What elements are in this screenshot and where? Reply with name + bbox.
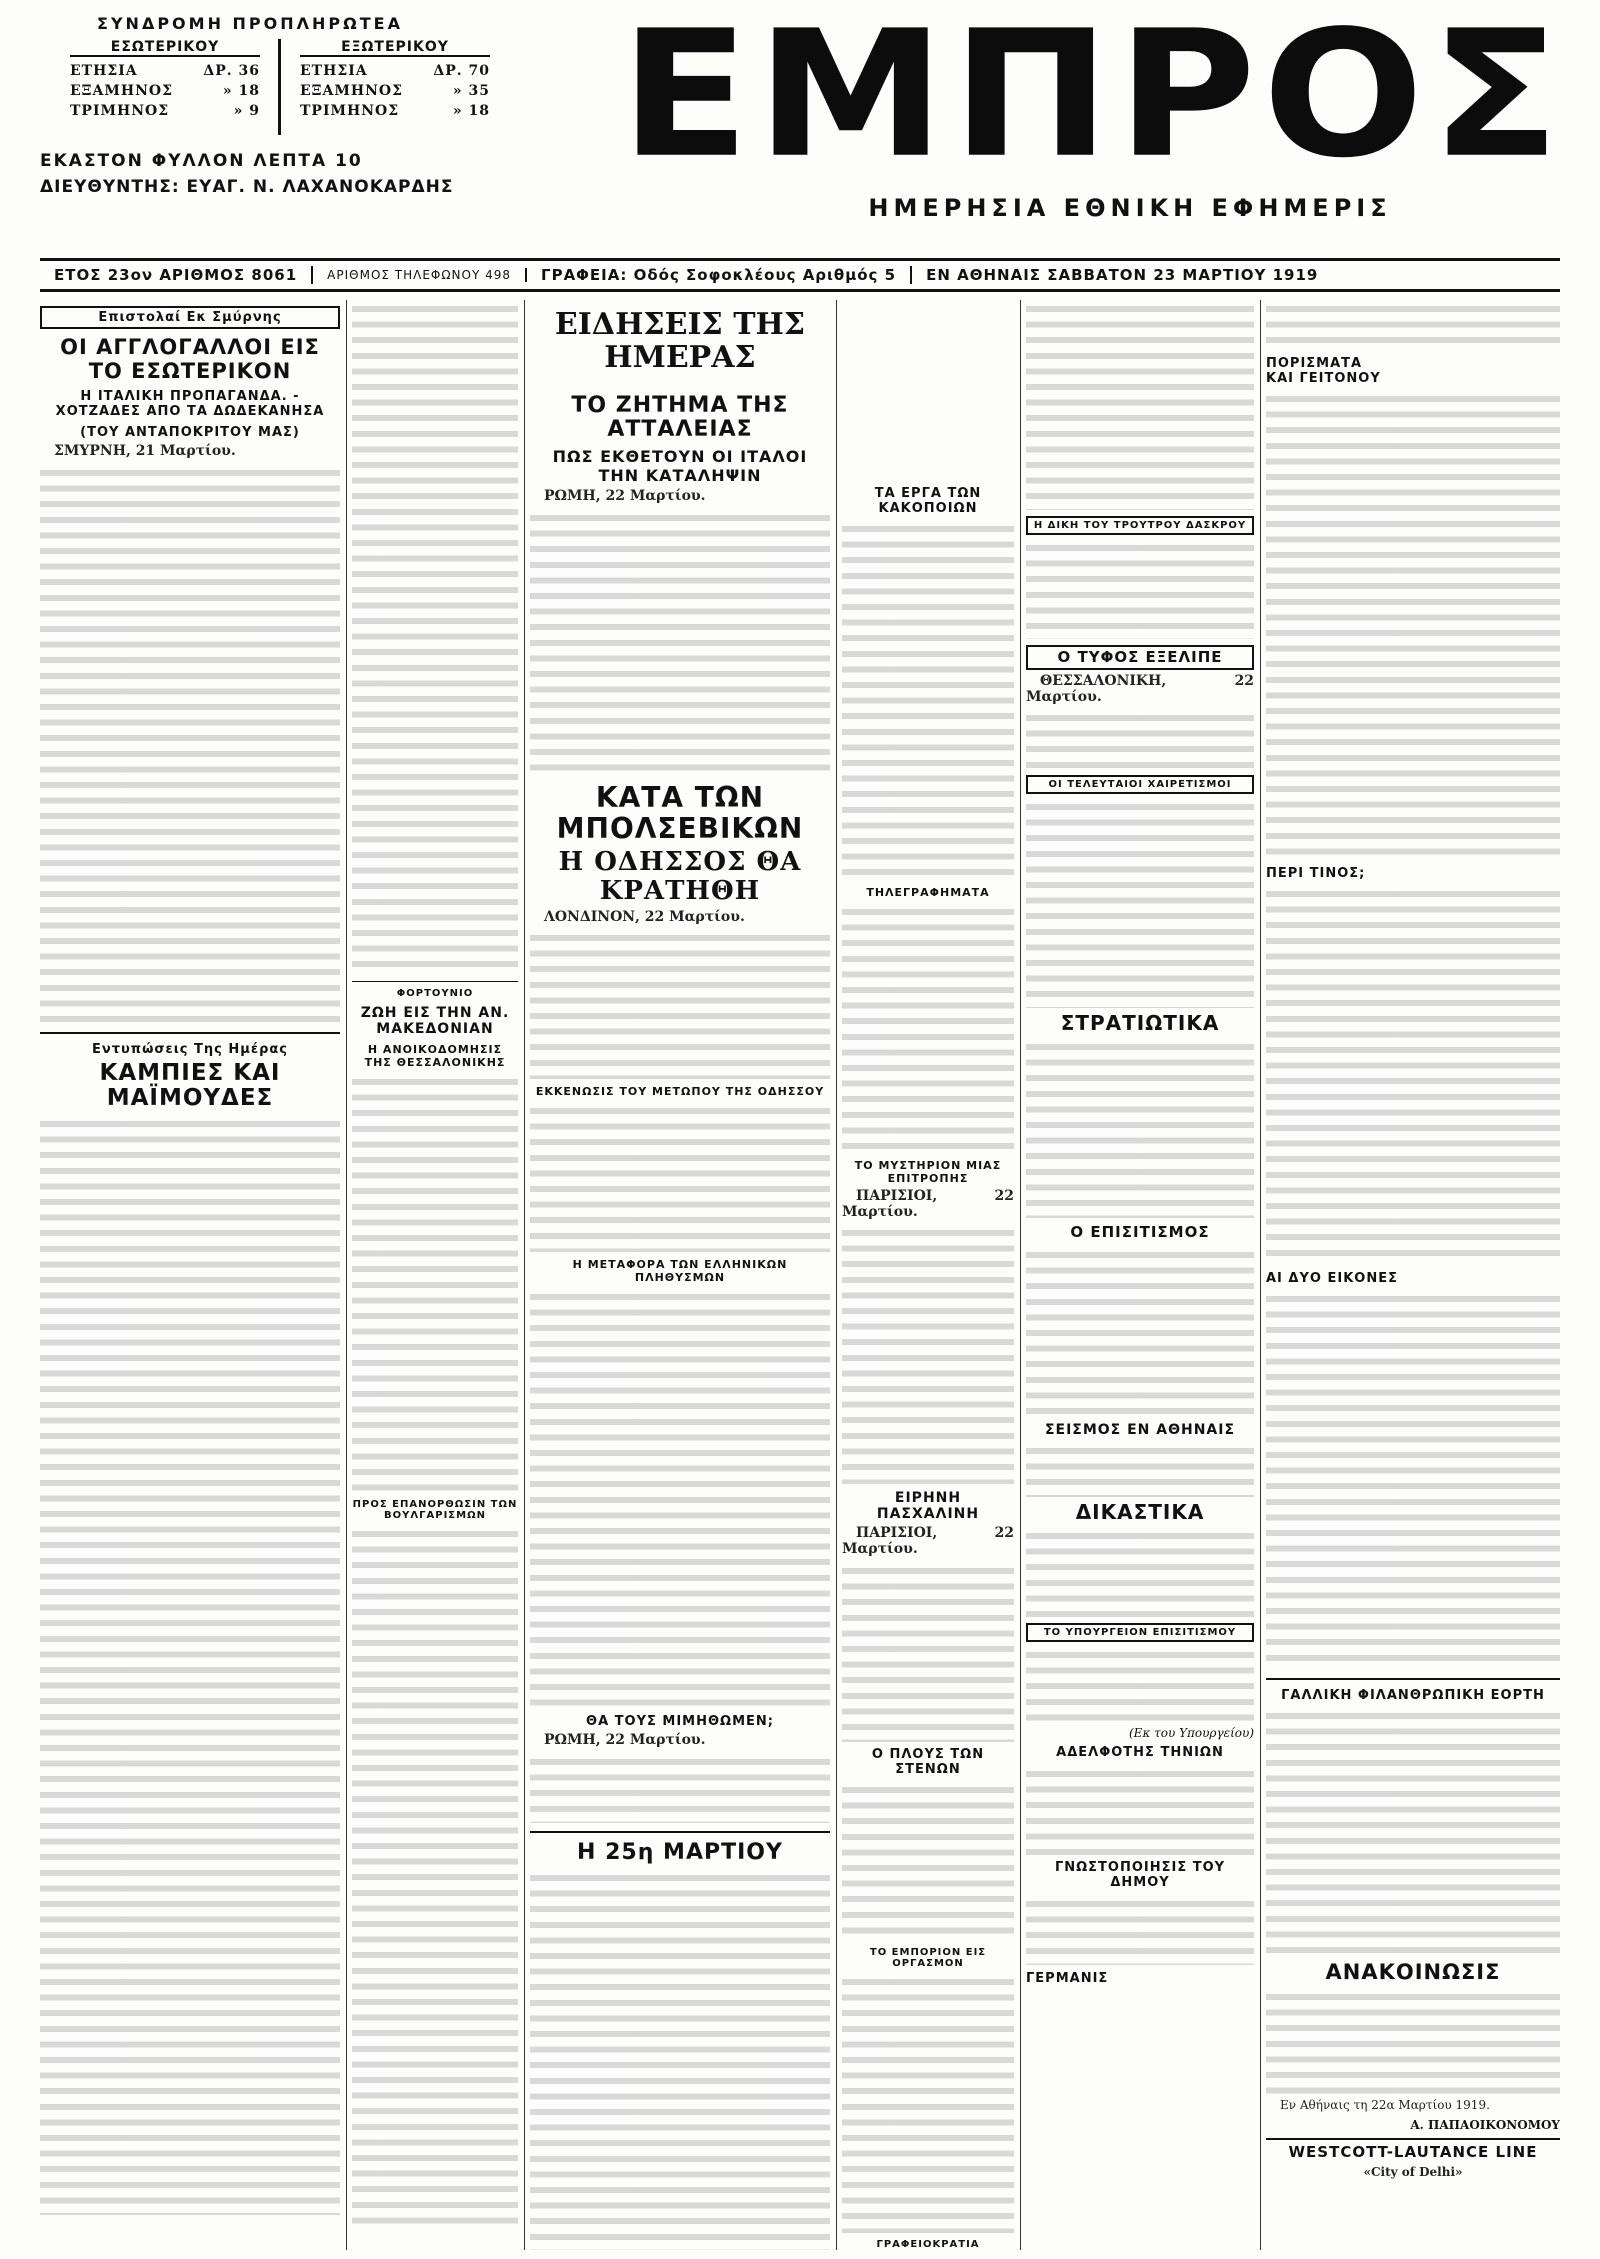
article-text-block: [530, 1288, 830, 1708]
subscription-tables: [40, 39, 520, 149]
article-section: ΑΝΑΚΟΙΝΩΣΙΣ: [1325, 1960, 1501, 1984]
article-text-block: [1026, 1895, 1254, 1965]
feuilleton-section: ΠΡΟΣ ΕΠΑΝΟΡΘΩΣΙΝ ΤΩΝ ΒΟΥΛΓΑΡΙΣΜΩΝ: [352, 1499, 518, 1522]
article-text-block: [1266, 1988, 1560, 2098]
rate-label: ΕΤΗΣΙΑ: [300, 63, 368, 79]
ship-name: «City of Delhi»: [1363, 2164, 1463, 2179]
logo-letter: Π: [951, 0, 1111, 197]
article-text: [1026, 674, 1254, 705]
column-rule: [1020, 300, 1021, 2250]
article-dateline: ΡΩΜΗ, 22 Μαρτίου.: [544, 488, 706, 505]
tagline: ΗΜΕΡΗΣΙΑ ΕΘΝΙΚΗ ΕΦΗΜΕΡΙΣ: [868, 194, 1392, 222]
rate-row: [300, 61, 490, 81]
article-dateline: ΠΑΡΙΣΙΟΙ, 22 Μαρτίου.: [842, 1525, 1014, 1557]
foreign-rates: [300, 39, 490, 121]
article-text: [40, 444, 340, 460]
article-section: ΓΡΑΦΕΙΟΚΡΑΤΙΑ: [876, 2239, 980, 2250]
article-text: [842, 1189, 1014, 1220]
article-section: ΘΑ ΤΟΥΣ ΜΙΜΗΘΩΜΕΝ;: [586, 1714, 774, 1730]
article-text-block: [1026, 798, 1254, 1008]
article-subhead: Η ΙΤΑΛΙΚΗ ΠΡΟΠΑΓΑΝΔΑ. - ΧΟΤΖΑΔΕΣ ΑΠΟ ΤΑ ΔΩΔΕΚΑΝΗΣΑ: [55, 389, 325, 420]
rate-price: ΔΡ. 36: [203, 63, 260, 79]
article-section: ΕΙΡΗΝΗ ΠΑΣΧΑΛΙΝΗ: [876, 1490, 980, 1523]
shipping-line: WESTCOTT-LAUTANCE LINE: [1266, 2138, 1560, 2161]
phone-number: ΑΡΙΘΜΟΣ ΤΗΛΕΦΩΝΟΥ 498: [313, 268, 527, 282]
issue-number: ΕΤΟΣ 23ον ΑΡΙΘΜΟΣ 8061: [40, 266, 313, 284]
article-text-block: [1266, 1290, 1560, 1670]
article-text-block: [842, 1781, 1014, 1941]
column-rule: [1260, 300, 1261, 2250]
logo-letter: Ρ: [1116, 0, 1257, 197]
column-4: [842, 300, 1014, 2250]
logo-letter: Ε: [620, 0, 750, 197]
domestic-header: ΕΣΩΤΕΡΙΚΟΥ: [70, 39, 260, 57]
rate-divider: [278, 39, 281, 135]
article-section: ΓΑΛΛΙΚΗ ΦΙΛΑΝΘΡΩΠΙΚΗ ΕΟΡΤΗ: [1281, 1688, 1545, 1703]
article-headline: ΤΟ ΖΗΤΗΜΑ ΤΗΣ ΑΤΤΑΛΕΙΑΣ: [571, 393, 789, 443]
article-text-block: [40, 464, 340, 1024]
article-dateline: ΡΩΜΗ, 22 Μαρτίου.: [544, 1732, 706, 1749]
article-section: ΣΕΙΣΜΟΣ ΕΝ ΑΘΗΝΑΙΣ: [1044, 1421, 1236, 1438]
feuilleton-title: ΖΩΗ ΕΙΣ ΤΗΝ ΑΝ. ΜΑΚΕΔΟΝΙΑΝ: [360, 1005, 510, 1038]
rate-price: » 9: [233, 103, 260, 119]
rate-row: [300, 101, 490, 121]
article-headline: ΚΑΤΑ ΤΩΝ ΜΠΟΛΣΕΒΙΚΩΝ: [556, 780, 804, 845]
article-text-block: [842, 1224, 1014, 1484]
article-text-block: [1026, 709, 1254, 769]
news-banner: ΕΙΔΗΣΕΙΣ ΤΗΣ ΗΜΕΡΑΣ: [554, 307, 806, 375]
article-text-block: [1026, 1246, 1254, 1416]
article-text-block: [530, 1102, 830, 1252]
article-kicker: Επιστολαί Εκ Σμύρνης: [40, 306, 340, 329]
article-text-block: [530, 1753, 830, 1823]
subscription-title: ΣΥΝΔΡΟΜΗ ΠΡΟΠΛΗΡΩΤΕΑ: [97, 14, 403, 33]
article-section: ΠΕΡΙ ΤΙΝΟΣ;: [1266, 866, 1366, 881]
article-text-block: [842, 520, 1014, 880]
masthead: [40, 0, 1560, 254]
article-text-block: [352, 1073, 518, 1493]
column-top-space: [842, 300, 1014, 480]
article-text: [530, 1733, 830, 1749]
announcement-date: Εν Αθήναις τη 22α Μαρτίου 1919.: [1280, 2098, 1490, 2113]
rate-row: [70, 81, 260, 101]
article-text: [530, 910, 830, 926]
newspaper-logo: [620, 0, 1560, 197]
rate-price: » 18: [222, 83, 260, 99]
article-text-block: [1026, 1646, 1254, 1726]
article-section: ΑΙ ΔΥΟ ΕΙΚΟΝΕΣ: [1266, 1271, 1398, 1286]
column-rule: [836, 300, 837, 2250]
article-dateline: ΠΑΡΙΣΙΟΙ, 22 Μαρτίου.: [842, 1188, 1014, 1220]
column-2: [352, 300, 518, 2250]
article-text-block: [1266, 390, 1560, 860]
issue-date: ΕΝ ΑΘΗΝΑΙΣ ΣΑΒΒΑΤΟΝ 23 ΜΑΡΤΙΟΥ 1919: [926, 266, 1319, 284]
article-text-block: [1026, 539, 1254, 639]
article-text-block: [1026, 1442, 1254, 1497]
column-5: [1026, 300, 1254, 2250]
domestic-rates: [70, 39, 260, 121]
article-text-block: [40, 1115, 340, 2215]
logo-letter: Μ: [756, 0, 946, 197]
office-address: ΓΡΑΦΕΙΑ: Οδός Σοφοκλέους Αριθμός 5: [527, 266, 912, 284]
rate-row: [70, 61, 260, 81]
article-text-block: [1266, 1707, 1560, 1957]
rate-price: » 18: [452, 103, 490, 119]
article-section: ΕΚΚΕΝΩΣΙΣ ΤΟΥ ΜΕΤΩΠΟΥ ΤΗΣ ΟΔΗΣΣΟΥ: [535, 1085, 825, 1099]
column-rule: [346, 300, 347, 2250]
rate-label: ΤΡΙΜΗΝΟΣ: [300, 103, 400, 119]
rate-label: ΤΡΙΜΗΝΟΣ: [70, 103, 170, 119]
logo-letter: Ο: [1262, 0, 1424, 197]
article-text-block: [530, 929, 830, 1079]
article-section: Ο ΠΛΟΥΣ ΤΩΝ ΣΤΕΝΩΝ: [871, 1746, 985, 1777]
article-text-block: [842, 1973, 1014, 2233]
rate-label: ΕΞΑΜΗΝΟΣ: [300, 83, 403, 99]
article-text-block: [352, 1525, 518, 2225]
article-headline: Η 25η ΜΑΡΤΙΟΥ: [577, 1839, 783, 1865]
ship-name-text: City of Delhi: [1370, 2164, 1456, 2179]
article-text-block: [842, 1562, 1014, 1742]
article-section: ΤΑ ΕΡΓΑ ΤΩΝ ΚΑΚΟΠΟΙΩΝ: [874, 486, 982, 516]
article-subhead: Η ΟΔΗΣΣΟΣ ΘΑ ΚΡΑΤΗΘΗ: [558, 847, 802, 906]
article-section: ΓΝΩΣΤΟΠΟΙΗΣΙΣ ΤΟΥ ΔΗΜΟΥ: [1054, 1859, 1226, 1890]
article-section: Ο ΤΥΦΟΣ ΕΞΕΛΙΠΕ: [1026, 645, 1254, 670]
column-rule: [524, 300, 525, 2250]
article-text: [530, 489, 830, 505]
section-label: Εντυπώσεις Της Ημέρας: [91, 1041, 289, 1057]
per-issue-price: ΕΚΑΣΤΟΝ ΦΥΛΛΟΝ ΛΕΠΤΑ 10: [40, 151, 363, 171]
article-section: ΤΟ ΕΜΠΟΡΙΟΝ ΕΙΣ ΟΡΓΑΣΜΟΝ: [869, 1947, 987, 1970]
section-title: ΚΑΜΠΙΕΣ ΚΑΙ ΜΑΪΜΟΥΔΕΣ: [99, 1059, 281, 1112]
article-dateline: ΛΟΝΔΙΝΟΝ, 22 Μαρτίου.: [544, 908, 745, 925]
article-text-block: [1026, 1527, 1254, 1617]
article-signature: (Εκ του Υπουργείου): [1129, 1725, 1254, 1740]
feuilleton-label: ΦΟΡΤΟΥΝΙΟ: [396, 988, 474, 999]
article-headline: ΟΙ ΑΓΓΛΟΓΑΛΛΟΙ ΕΙΣ ΤΟ ΕΣΩΤΕΡΙΚΟΝ: [60, 335, 320, 384]
column-6: [1266, 300, 1560, 2250]
article-text-block: [1026, 300, 1254, 510]
article-section: ΑΔΕΛΦΟΤΗΣ ΤΗΝΙΩΝ: [1056, 1744, 1224, 1760]
article-text-block: [352, 300, 518, 975]
article-text-block: [530, 1869, 830, 2250]
article-text-block: [1026, 1038, 1254, 1218]
article-text-block: [530, 509, 830, 779]
article-section: ΠΟΡΙΣΜΑΤΑ ΚΑΙ ΓΕΙΤΟΝΟΥ: [1266, 356, 1381, 386]
article-subhead: ΠΩΣ ΕΚΘΕΤΟΥΝ ΟΙ ΙΤΑΛΟΙ ΤΗΝ ΚΑΤΑΛΗΨΙΝ: [552, 447, 808, 485]
rate-price: » 35: [452, 83, 490, 99]
info-bar: [40, 258, 1560, 292]
logo-letter: Σ: [1430, 0, 1560, 197]
article-section: ΤΗΛΕΓΡΑΦΗΜΑΤΑ: [866, 886, 990, 899]
rate-label: ΕΞΑΜΗΝΟΣ: [70, 83, 173, 99]
director-line: ΔΙΕΥΘΥΝΤΗΣ: ΕΥΑΓ. Ν. ΛΑΧΑΝΟΚΑΡΔΗΣ: [40, 177, 454, 197]
article-section: Η ΜΕΤΑΦΟΡΑ ΤΩΝ ΕΛΛΗΝΙΚΩΝ ΠΛΗΘΥΣΜΩΝ: [572, 1258, 788, 1285]
article-section: ΤΟ ΜΥΣΤΗΡΙΟΝ ΜΙΑΣ ΕΠΙΤΡΟΠΗΣ: [854, 1159, 1002, 1185]
announcement-signature: Α. ΠΑΠΑΟΙΚΟΝΟΜΟΥ: [1410, 2117, 1560, 2132]
article-section: Ο ΕΠΙΣΙΤΙΣΜΟΣ: [1070, 1223, 1210, 1242]
foreign-header: ΕΞΩΤΕΡΙΚΟΥ: [300, 39, 490, 57]
subscription-block: [40, 14, 520, 197]
article-section: ΤΟ ΥΠΟΥΡΓΕΙΟΝ ΕΠΙΣΙΤΙΣΜΟΥ: [1026, 1623, 1254, 1642]
article-section: ΓΕΡΜΑΝΙΣ: [1026, 1970, 1109, 1986]
rate-price: ΔΡ. 70: [433, 63, 490, 79]
article-byline: (ΤΟΥ ΑΝΤΑΠΟΚΡΙΤΟΥ ΜΑΣ): [80, 425, 300, 441]
article-text-block: [1266, 885, 1560, 1265]
article-section: ΟΙ ΤΕΛΕΥΤΑΙΟΙ ΧΑΙΡΕΤΙΣΜΟΙ: [1026, 775, 1254, 794]
article-section: ΣΤΡΑΤΙΩΤΙΚΑ: [1060, 1011, 1220, 1036]
article-section: Η ΔΙΚΗ ΤΟΥ ΤΡΟΥΤΡΟΥ ΔΑΣΚΡΟΥ: [1026, 516, 1254, 535]
rate-label: ΕΤΗΣΙΑ: [70, 63, 138, 79]
rate-row: [300, 81, 490, 101]
article-dateline: ΣΜΥΡΝΗ, 21 Μαρτίου.: [54, 443, 236, 460]
article-text: [842, 1526, 1014, 1557]
feuilleton-section: Η ΑΝΟΙΚΟΔΟΜΗΣΙΣ ΤΗΣ ΘΕΣΣΑΛΟΝΙΚΗΣ: [364, 1043, 506, 1070]
article-text-block: [842, 903, 1014, 1153]
article-dateline: ΘΕΣΣΑΛΟΝΙΚΗ, 22 Μαρτίου.: [1026, 673, 1254, 705]
rate-row: [70, 101, 260, 121]
article-section: ΔΙΚΑΣΤΙΚΑ: [1075, 1499, 1205, 1524]
article-text-block: [1026, 1765, 1254, 1855]
column-3: [530, 300, 830, 2250]
article-text-block: [1266, 300, 1560, 350]
column-1: [40, 300, 340, 2250]
